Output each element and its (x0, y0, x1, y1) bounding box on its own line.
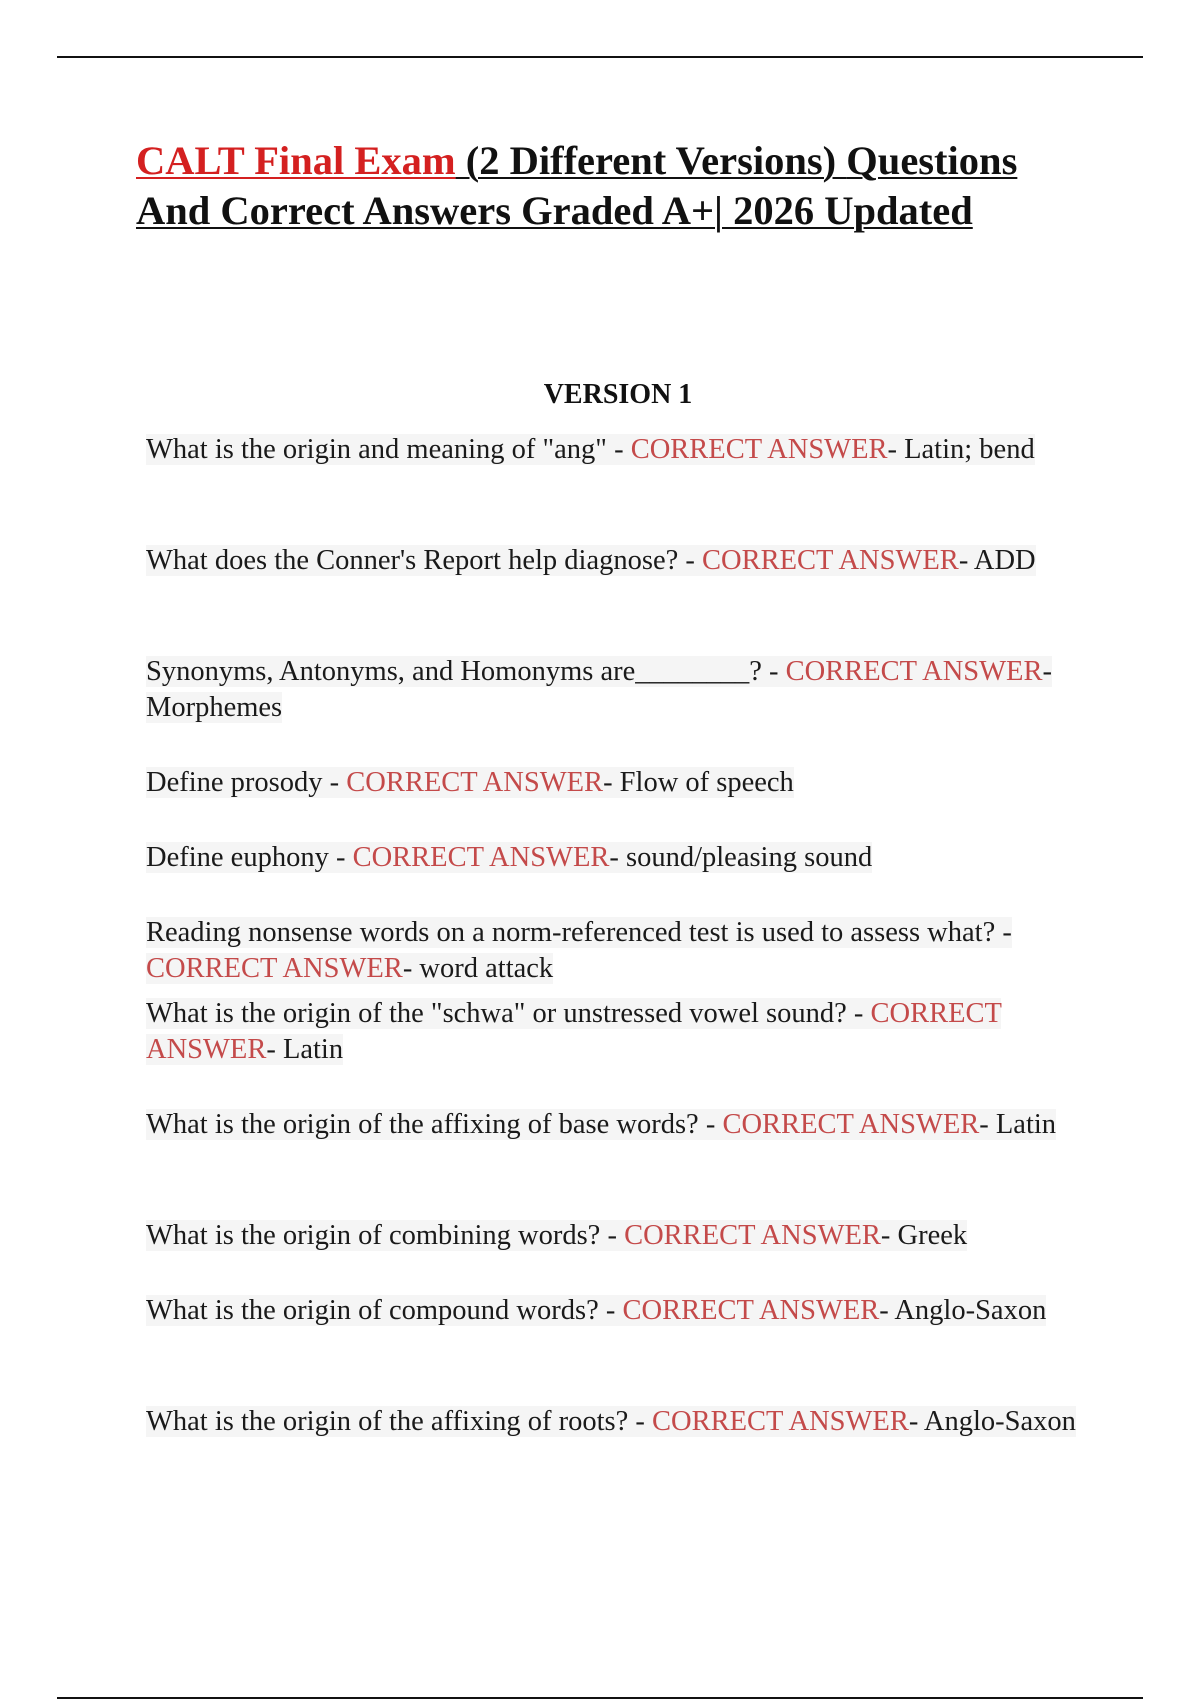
answer-label: CORRECT ANSWER (146, 998, 1002, 1065)
question-text: Synonyms, Antonyms, and Homonyms are________? - (146, 656, 786, 687)
question-text: What is the origin and meaning of "ang" - (146, 434, 631, 465)
answer-label: CORRECT ANSWER (630, 434, 888, 465)
answer-text: - Latin; bend (887, 434, 1035, 465)
answer-label: CORRECT ANSWER (622, 1295, 880, 1326)
qa-item-5 (146, 840, 1106, 876)
question-text: What is the origin of the affixing of base words? - (146, 1109, 723, 1140)
qa-item-7 (146, 996, 1106, 1068)
answer-label: CORRECT ANSWER (624, 1220, 881, 1251)
answer-label: CORRECT ANSWER (702, 545, 959, 576)
question-text: Reading nonsense words on a norm-referenced test is used to assess what? - (146, 917, 1012, 948)
qa-item-2 (146, 543, 1106, 579)
question-text: Define euphony - (146, 842, 353, 873)
answer-text: - Latin (266, 1034, 344, 1065)
question-text: Define prosody - (146, 767, 347, 798)
top-rule (57, 56, 1143, 58)
question-text: What is the origin of the "schwa" or unstressed vowel sound? - (146, 998, 871, 1029)
question-text: What does the Conner's Report help diagnose? - (146, 545, 702, 576)
question-text: What is the origin of compound words? - (146, 1295, 623, 1326)
answer-text: - Greek (880, 1220, 968, 1251)
answer-label: CORRECT ANSWER (352, 842, 610, 873)
qa-item-1 (146, 432, 1106, 468)
qa-item-8 (146, 1107, 1106, 1143)
answer-text: - Latin (979, 1109, 1057, 1140)
qa-item-3 (146, 654, 1106, 726)
question-text: What is the origin of combining words? - (146, 1220, 625, 1251)
answer-text: - Flow of speech (603, 767, 794, 798)
version-heading: VERSION 1 (543, 379, 693, 410)
answer-label: CORRECT ANSWER (722, 1109, 980, 1140)
answer-text: - word attack (402, 953, 554, 984)
qa-item-6 (146, 915, 1106, 987)
bottom-rule (57, 1697, 1143, 1699)
qa-item-11 (146, 1404, 1106, 1440)
answer-label: CORRECT ANSWER (652, 1406, 909, 1437)
question-text: What is the origin of the affixing of roots? - (146, 1406, 653, 1437)
title-part-2: Questions And Correct Answers Graded A+| 2026 Updated (136, 138, 1018, 233)
answer-label: CORRECT ANSWER (146, 953, 403, 984)
qa-item-9 (146, 1218, 1106, 1254)
answer-label: CORRECT ANSWER (785, 656, 1043, 687)
answer-text: - sound/pleasing sound (609, 842, 873, 873)
title-red-part: CALT Final Exam (136, 138, 456, 183)
answer-label: CORRECT ANSWER (346, 767, 604, 798)
answer-text: - Anglo-Saxon (908, 1406, 1076, 1437)
title-part-1: (2 Different Versions) (455, 138, 847, 183)
qa-item-10 (146, 1293, 1106, 1329)
answer-text: - ADD (958, 545, 1036, 576)
answer-text: - Anglo-Saxon (879, 1295, 1047, 1326)
qa-item-4 (146, 765, 1106, 801)
answer-text: - Morphemes (146, 656, 1052, 723)
document-title (136, 136, 1096, 236)
